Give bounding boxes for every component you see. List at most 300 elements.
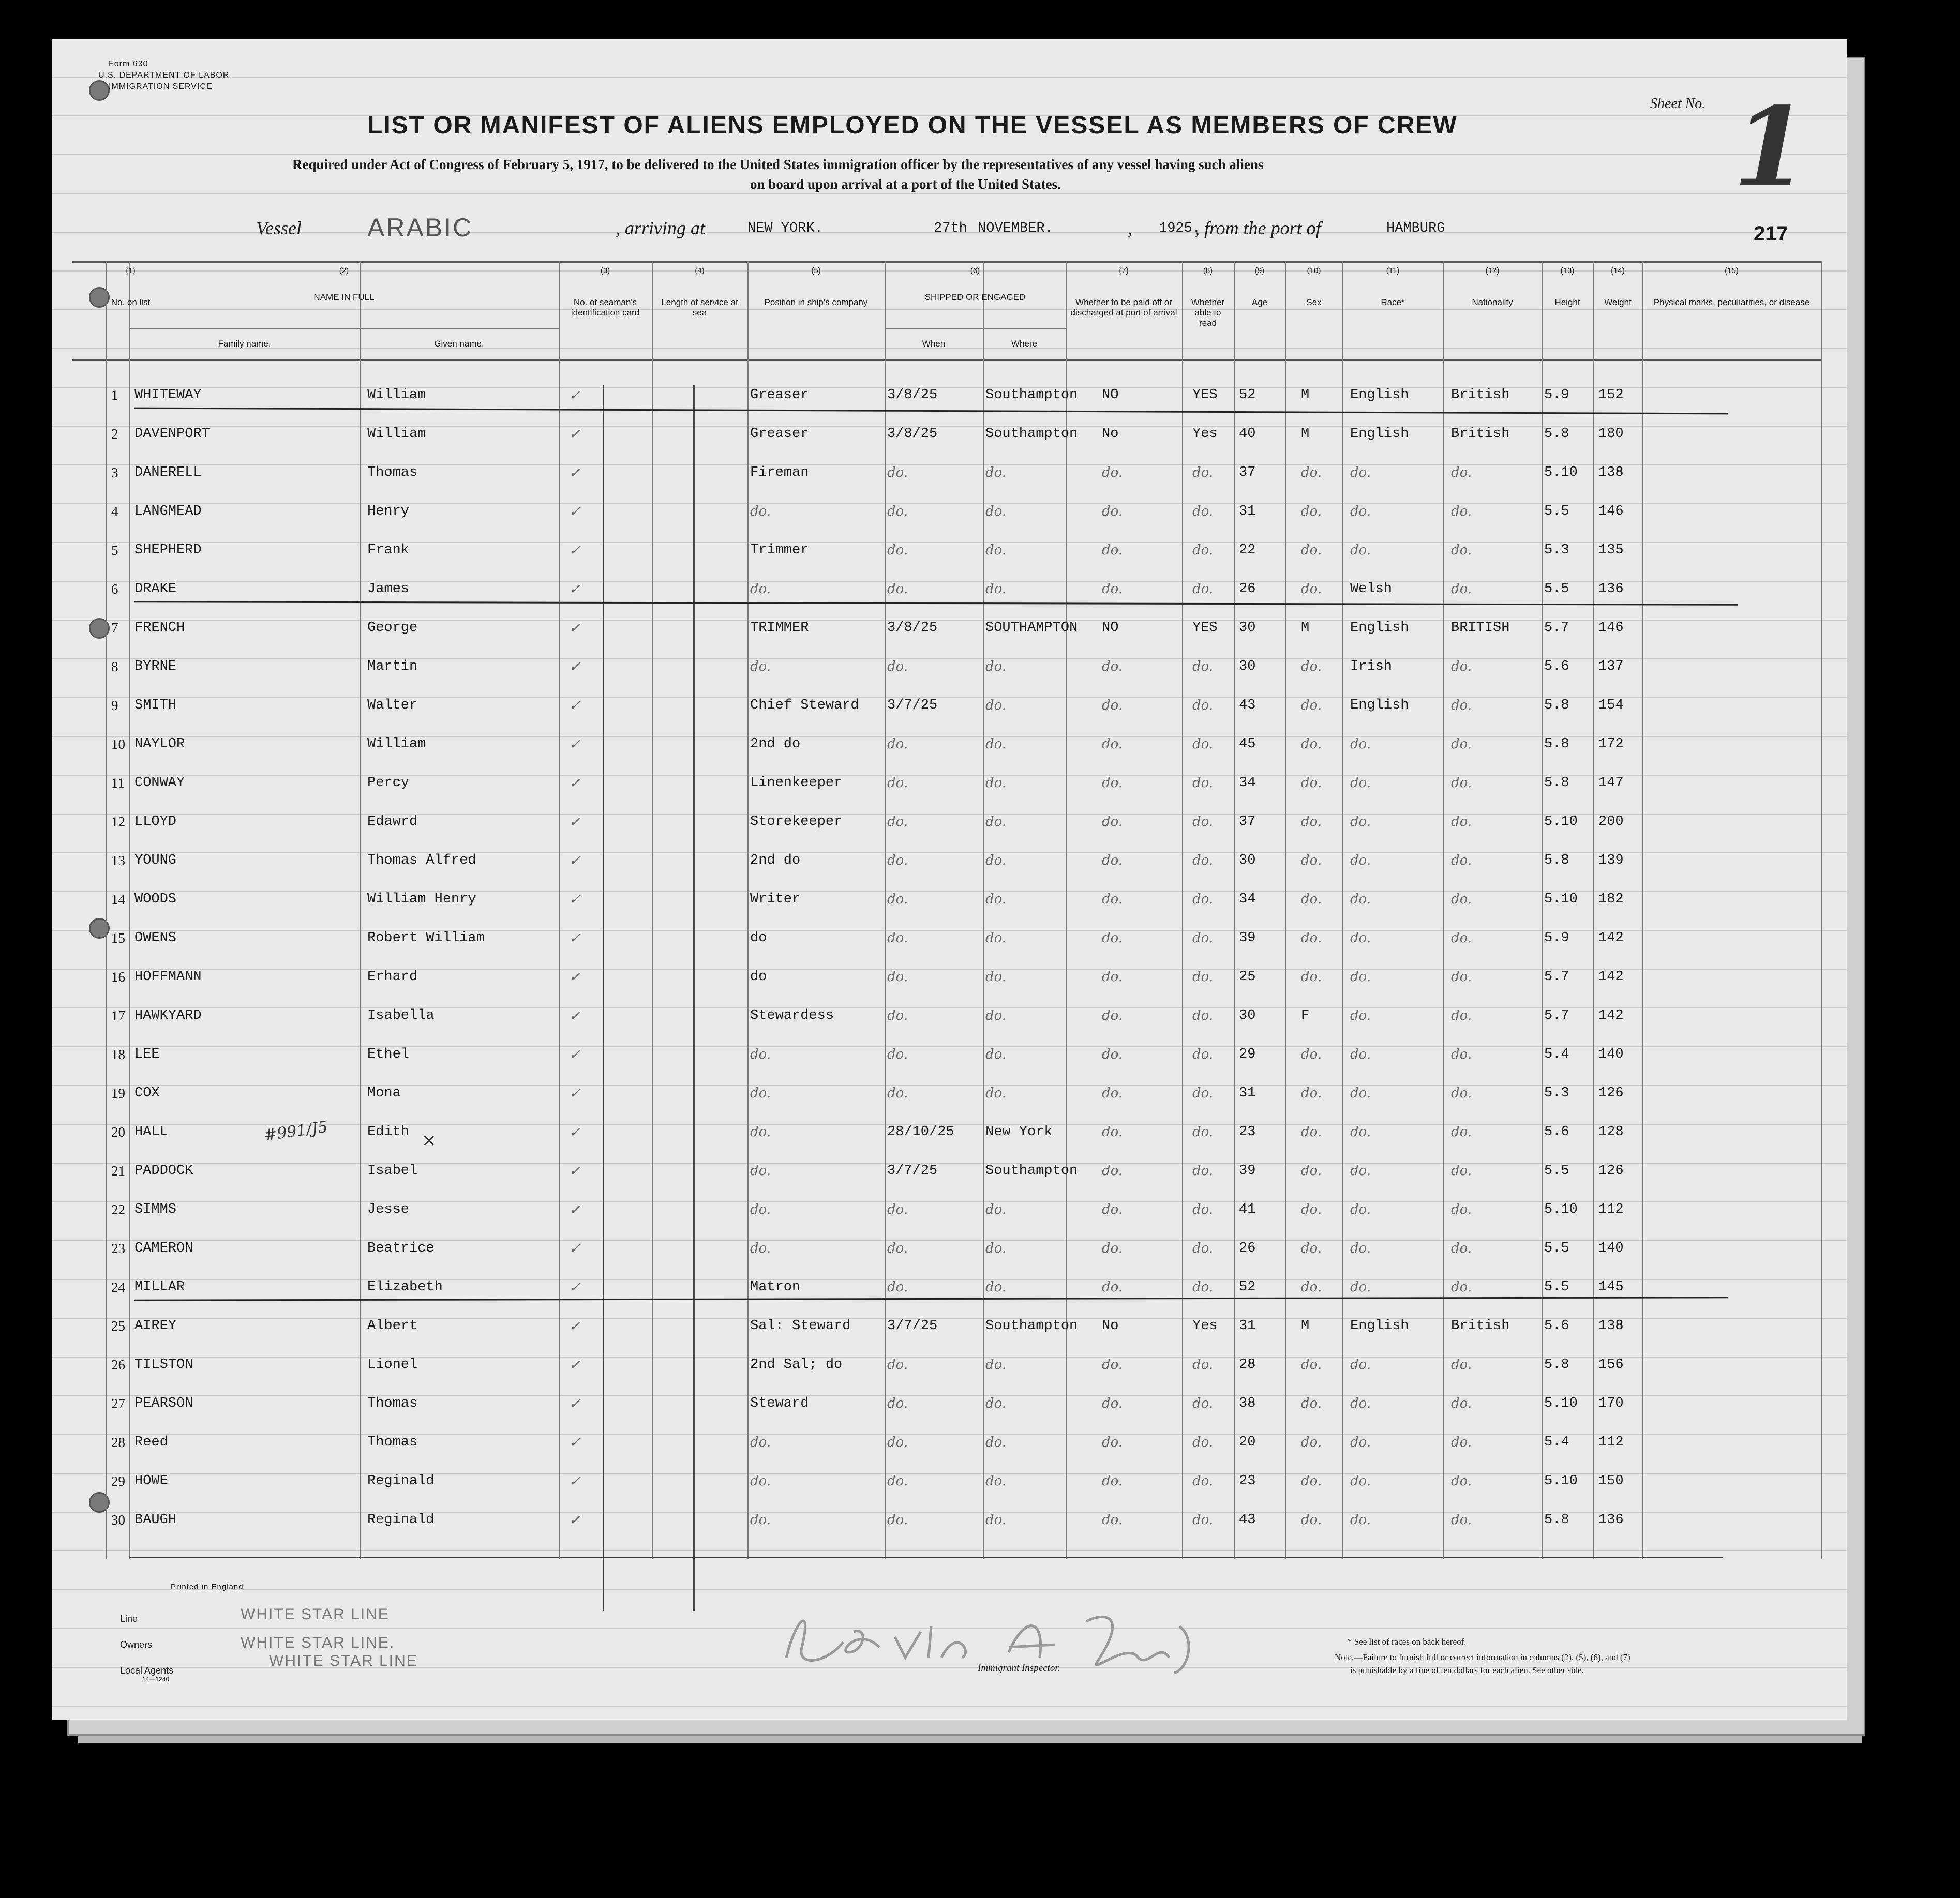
ditto-mark: do. <box>1192 736 1214 752</box>
cell-family: MILLAR <box>134 1279 185 1295</box>
cell-family: LANGMEAD <box>134 504 202 519</box>
owners-label: Owners <box>120 1639 153 1650</box>
cell-age: 34 <box>1239 892 1256 907</box>
cell-no: 26 <box>111 1357 125 1373</box>
cell-family: OWENS <box>134 930 177 946</box>
ditto-mark: do. <box>1301 775 1322 791</box>
ditto-mark: do. <box>1451 892 1472 907</box>
cell-position: Linenkeeper <box>750 775 843 791</box>
cell-when: 3/7/25 <box>887 1163 938 1179</box>
cell-given: Ethel <box>367 1047 410 1062</box>
fine-note-1: Note.—Failure to furnish full or correct information in columns (2), (5), (6), and (7) <box>1335 1652 1630 1662</box>
ditto-mark: do. <box>1451 930 1472 946</box>
cell-given: Elizabeth <box>367 1279 443 1295</box>
ditto-mark: do. <box>1301 1086 1322 1101</box>
ditto-mark: do. <box>1102 698 1123 713</box>
cell-when: 28/10/25 <box>887 1124 954 1140</box>
ditto-mark: do. <box>750 1202 771 1217</box>
ditto-mark: do. <box>1301 1163 1322 1179</box>
form-code: 14—1240 <box>142 1676 170 1683</box>
ditto-mark: do. <box>1350 465 1371 480</box>
ditto-mark: do. <box>887 1435 908 1450</box>
cell-no: 1 <box>111 387 118 403</box>
cell-family: LLOYD <box>134 814 177 830</box>
cell-age: 26 <box>1239 581 1256 597</box>
ditto-mark: do. <box>985 892 1007 907</box>
ditto-mark: do. <box>1192 1163 1214 1179</box>
printed-label: Printed in England <box>171 1583 244 1591</box>
cell-age: 22 <box>1239 543 1256 558</box>
ditto-mark: do. <box>1350 736 1371 752</box>
fine-note-2: is punishable by a fine of ten dollars for each alien. See other side. <box>1350 1665 1584 1675</box>
cell-family: BAUGH <box>134 1512 177 1528</box>
ditto-mark: do. <box>1350 1202 1371 1217</box>
cell-no: 3 <box>111 465 118 480</box>
manifest-page <box>52 39 1847 1720</box>
cell-no: 9 <box>111 698 118 713</box>
cell-nat: BRITISH <box>1451 620 1510 636</box>
table-row <box>52 1389 1847 1426</box>
ditto-mark: do. <box>887 1008 908 1023</box>
cell-no: 6 <box>111 581 118 597</box>
cell-height: 5.6 <box>1544 1124 1569 1140</box>
ditto-mark: do. <box>985 581 1007 597</box>
ditto-mark: do. <box>750 1473 771 1489</box>
sheet-number: 1 <box>1733 83 1809 211</box>
cell-age: 43 <box>1239 1512 1256 1528</box>
column-number: (5) <box>811 266 821 275</box>
table-row <box>52 535 1847 573</box>
cell-given: William Henry <box>367 892 476 907</box>
ditto-mark: do. <box>1102 1357 1123 1373</box>
ditto-mark: do. <box>887 853 908 868</box>
cell-position: Trimmer <box>750 543 809 558</box>
column-header: NAME IN FULL <box>313 292 375 302</box>
cell-age: 30 <box>1239 853 1256 868</box>
from-label: , from the port of <box>1195 218 1321 238</box>
cell-no: 10 <box>111 736 125 752</box>
cell-read: Yes <box>1192 1318 1218 1334</box>
table-row <box>52 1505 1847 1542</box>
table-row <box>52 768 1847 805</box>
ditto-mark: do. <box>1192 1473 1214 1489</box>
ditto-mark: do. <box>1192 1279 1214 1295</box>
cell-position: do <box>750 930 767 946</box>
cell-family: CAMERON <box>134 1241 193 1256</box>
ditto-mark: do. <box>1192 1512 1214 1528</box>
cell-weight: 182 <box>1598 892 1624 907</box>
column-number: (15) <box>1725 266 1739 275</box>
ditto-mark: do. <box>1192 659 1214 674</box>
table-row <box>52 1195 1847 1232</box>
cell-age: 26 <box>1239 1241 1256 1256</box>
cell-height: 5.3 <box>1544 1086 1569 1101</box>
ditto-mark: do. <box>1102 1047 1123 1062</box>
cell-weight: 126 <box>1598 1163 1624 1179</box>
column-number: (14) <box>1611 266 1625 275</box>
ditto-mark: do. <box>887 930 908 946</box>
cell-given: Henry <box>367 504 410 519</box>
ditto-mark: do. <box>1451 1086 1472 1101</box>
check-mark-icon: ✓ <box>569 1086 581 1102</box>
ditto-mark: do. <box>1192 814 1214 830</box>
ditto-mark: do. <box>985 504 1007 519</box>
ditto-mark: do. <box>1192 581 1214 597</box>
ditto-mark: do. <box>887 1473 908 1489</box>
ditto-mark: do. <box>887 1512 908 1528</box>
ditto-mark: do. <box>887 504 908 519</box>
binder-hole <box>89 80 110 101</box>
cell-nat: British <box>1451 426 1510 442</box>
cell-given: Beatrice <box>367 1241 435 1256</box>
ditto-mark: do. <box>1301 1435 1322 1450</box>
ditto-mark: do. <box>1301 1473 1322 1489</box>
ditto-mark: do. <box>1451 1124 1472 1140</box>
ditto-mark: do. <box>985 1202 1007 1217</box>
cell-age: 30 <box>1239 1008 1256 1023</box>
ditto-mark: do. <box>1301 504 1322 519</box>
cell-age: 52 <box>1239 387 1256 403</box>
cell-weight: 170 <box>1598 1396 1624 1411</box>
cell-family: DANERELL <box>134 465 202 480</box>
cell-family: CONWAY <box>134 775 185 791</box>
ditto-mark: do. <box>1102 543 1123 558</box>
ditto-mark: do. <box>1192 1086 1214 1101</box>
cell-given: Robert William <box>367 930 485 946</box>
ditto-mark: do. <box>1451 853 1472 868</box>
ditto-mark: do. <box>1350 1124 1371 1140</box>
cell-age: 25 <box>1239 969 1256 985</box>
cell-weight: 140 <box>1598 1047 1624 1062</box>
cell-no: 12 <box>111 814 125 830</box>
cell-given: Mona <box>367 1086 401 1101</box>
cell-when: 3/8/25 <box>887 387 938 403</box>
ditto-mark: do. <box>1301 1279 1322 1295</box>
check-mark-icon: ✓ <box>569 1512 581 1528</box>
ditto-mark: do. <box>1451 775 1472 791</box>
ditto-mark: do. <box>1102 1202 1123 1217</box>
ditto-mark: do. <box>1192 1202 1214 1217</box>
table-row <box>52 1078 1847 1116</box>
cell-no: 2 <box>111 426 118 442</box>
ditto-mark: do. <box>1192 1435 1214 1450</box>
year-prefix: , <box>1128 218 1132 238</box>
cell-weight: 126 <box>1598 1086 1624 1101</box>
cell-given: Thomas <box>367 1396 418 1411</box>
check-mark-icon: ✓ <box>569 659 581 675</box>
column-header: Age <box>1251 297 1268 307</box>
cell-age: 39 <box>1239 1163 1256 1179</box>
ditto-mark: do. <box>1301 969 1322 985</box>
cell-family: NAYLOR <box>134 736 185 752</box>
cell-no: 16 <box>111 969 125 985</box>
ditto-mark: do. <box>1451 1163 1472 1179</box>
check-mark-icon: ✓ <box>569 775 581 791</box>
ditto-mark: do. <box>985 736 1007 752</box>
cell-height: 5.8 <box>1544 698 1569 713</box>
ditto-mark: do. <box>887 1086 908 1101</box>
cell-position: Stewardess <box>750 1008 834 1023</box>
arrival-port: NEW YORK. <box>747 221 823 236</box>
cell-no: 25 <box>111 1318 125 1334</box>
cell-no: 17 <box>111 1008 125 1023</box>
ditto-mark: do. <box>1301 543 1322 558</box>
ditto-mark: do. <box>985 853 1007 868</box>
cell-paid: No <box>1102 426 1119 442</box>
cell-weight: 112 <box>1598 1435 1624 1450</box>
ditto-mark: do. <box>1451 969 1472 985</box>
ditto-mark: do. <box>750 659 771 674</box>
cell-height: 5.8 <box>1544 1357 1569 1373</box>
check-mark-icon: ✓ <box>569 1473 581 1489</box>
ditto-mark: do. <box>985 1008 1007 1023</box>
ditto-mark: do. <box>1102 1241 1123 1256</box>
ditto-mark: do. <box>887 543 908 558</box>
cell-height: 5.8 <box>1544 736 1569 752</box>
table-bottom-border <box>129 1557 1723 1558</box>
arrival-day: 27th <box>934 221 967 236</box>
cell-position: Steward <box>750 1396 809 1411</box>
cell-family: WHITEWAY <box>134 387 202 403</box>
vessel-name: ARABIC <box>367 213 473 242</box>
arrival-month: NOVEMBER. <box>978 221 1053 236</box>
ditto-mark: do. <box>1192 698 1214 713</box>
ditto-mark: do. <box>1301 736 1322 752</box>
cell-age: 23 <box>1239 1473 1256 1489</box>
ditto-mark: do. <box>1350 1086 1371 1101</box>
cell-family: SMITH <box>134 698 177 713</box>
cell-height: 5.10 <box>1544 814 1578 830</box>
check-mark-icon: ✓ <box>569 1357 581 1373</box>
cell-weight: 128 <box>1598 1124 1624 1140</box>
check-mark-icon: ✓ <box>569 387 581 403</box>
ditto-mark: do. <box>1451 1357 1472 1373</box>
ditto-mark: do. <box>1102 1086 1123 1101</box>
ditto-mark: do. <box>1301 659 1322 674</box>
ditto-mark: do. <box>1350 969 1371 985</box>
ditto-mark: do. <box>985 1512 1007 1528</box>
cell-family: BYRNE <box>134 659 177 674</box>
cell-age: 41 <box>1239 1202 1256 1217</box>
ditto-mark: do. <box>887 969 908 985</box>
table-row <box>52 846 1847 883</box>
ditto-mark: do. <box>1192 504 1214 519</box>
cell-age: 43 <box>1239 698 1256 713</box>
cell-given: Walter <box>367 698 418 713</box>
check-mark-icon: ✓ <box>569 465 581 481</box>
inspector-label: Immigrant Inspector. <box>978 1663 1060 1674</box>
cell-height: 5.8 <box>1544 853 1569 868</box>
cell-no: 27 <box>111 1396 125 1411</box>
ditto-mark: do. <box>1102 659 1123 674</box>
service: IMMIGRATION SERVICE <box>109 82 213 91</box>
cell-height: 5.5 <box>1544 581 1569 597</box>
stamp-number: 217 <box>1754 222 1788 245</box>
cell-family: PADDOCK <box>134 1163 193 1179</box>
check-mark-icon: ✓ <box>569 736 581 752</box>
ditto-mark: do. <box>985 1396 1007 1411</box>
cell-given: Isabella <box>367 1008 435 1023</box>
cell-no: 7 <box>111 620 118 636</box>
subcolumn-header: Where <box>1011 339 1038 349</box>
ditto-mark: do. <box>750 1086 771 1101</box>
check-mark-icon: ✓ <box>569 1008 581 1024</box>
ditto-mark: do. <box>985 659 1007 674</box>
ditto-mark: do. <box>1350 1396 1371 1411</box>
ditto-mark: do. <box>1451 814 1472 830</box>
check-mark-icon: ✓ <box>569 1047 581 1063</box>
cell-height: 5.5 <box>1544 1241 1569 1256</box>
column-number: (12) <box>1485 266 1500 275</box>
ditto-mark: do. <box>1102 1435 1123 1450</box>
column-number: (6) <box>970 266 980 275</box>
ditto-mark: do. <box>1192 853 1214 868</box>
cell-where: Southampton <box>985 387 1078 403</box>
ditto-mark: do. <box>1102 930 1123 946</box>
ditto-mark: do. <box>1301 698 1322 713</box>
cell-height: 5.6 <box>1544 1318 1569 1334</box>
ditto-mark: do. <box>1102 465 1123 480</box>
ditto-mark: do. <box>1102 775 1123 791</box>
table-row <box>52 884 1847 922</box>
subcolumn-header: Family name. <box>218 339 271 349</box>
ditto-mark: do. <box>1301 1124 1322 1140</box>
cell-paid: NO <box>1102 620 1119 636</box>
cell-age: 20 <box>1239 1435 1256 1450</box>
check-mark-icon: ✓ <box>569 620 581 636</box>
cell-age: 28 <box>1239 1357 1256 1373</box>
cell-age: 52 <box>1239 1279 1256 1295</box>
cell-when: 3/7/25 <box>887 1318 938 1334</box>
agents-label: Local Agents <box>120 1665 174 1676</box>
cell-position: TRIMMER <box>750 620 809 636</box>
cell-given: James <box>367 581 410 597</box>
table-row <box>52 1001 1847 1038</box>
cell-family: HOWE <box>134 1473 168 1489</box>
cell-sex: M <box>1301 387 1310 403</box>
cell-family: PEARSON <box>134 1396 193 1411</box>
ditto-mark: do. <box>750 581 771 597</box>
cell-position: Writer <box>750 892 801 907</box>
cell-height: 5.8 <box>1544 775 1569 791</box>
ditto-mark: do. <box>1192 892 1214 907</box>
ditto-mark: do. <box>1350 814 1371 830</box>
cell-weight: 139 <box>1598 853 1624 868</box>
cell-race: Welsh <box>1350 581 1393 597</box>
cell-weight: 137 <box>1598 659 1624 674</box>
column-header: Physical marks, peculiarities, or disease <box>1653 297 1810 307</box>
cell-sex: M <box>1301 620 1310 636</box>
ditto-mark: do. <box>887 814 908 830</box>
check-mark-icon: ✓ <box>569 1435 581 1451</box>
cell-weight: 154 <box>1598 698 1624 713</box>
ditto-mark: do. <box>985 930 1007 946</box>
cell-family: FRENCH <box>134 620 185 636</box>
cell-no: 15 <box>111 930 125 946</box>
ditto-mark: do. <box>1301 892 1322 907</box>
ditto-mark: do. <box>887 465 908 480</box>
cell-family: DAVENPORT <box>134 426 210 442</box>
check-mark-icon: ✓ <box>569 1241 581 1257</box>
cell-where: Southampton <box>985 1318 1078 1334</box>
cell-position: Sal: Steward <box>750 1318 851 1334</box>
table-row <box>52 1040 1847 1077</box>
column-header: Weight <box>1604 297 1632 307</box>
ditto-mark: do. <box>1301 581 1322 597</box>
check-mark-icon: ✓ <box>569 1396 581 1412</box>
ditto-mark: do. <box>985 1241 1007 1256</box>
ditto-mark: do. <box>985 698 1007 713</box>
cell-position: Fireman <box>750 465 809 480</box>
cell-read: YES <box>1192 387 1218 403</box>
column-header: No. on list <box>111 297 151 307</box>
ditto-mark: do. <box>1350 775 1371 791</box>
table-row <box>52 458 1847 495</box>
column-header: SHIPPED OR ENGAGED <box>924 292 1026 302</box>
cell-given: George <box>367 620 418 636</box>
cell-given: Frank <box>367 543 410 558</box>
cell-height: 5.9 <box>1544 930 1569 946</box>
cell-weight: 140 <box>1598 1241 1624 1256</box>
cell-given: Thomas <box>367 1435 418 1450</box>
ditto-mark: do. <box>1192 1241 1214 1256</box>
table-row <box>52 807 1847 844</box>
cell-age: 23 <box>1239 1124 1256 1140</box>
ditto-mark: do. <box>1350 1435 1371 1450</box>
ditto-mark: do. <box>887 581 908 597</box>
ditto-mark: do. <box>1451 1047 1472 1062</box>
table-row <box>52 1272 1847 1309</box>
cell-given: Jesse <box>367 1202 410 1217</box>
table-row <box>52 419 1847 456</box>
ditto-mark: do. <box>985 1357 1007 1373</box>
page-title: LIST OR MANIFEST OF ALIENS EMPLOYED ON THE VESSEL AS MEMBERS OF CREW <box>367 112 1458 139</box>
ditto-mark: do. <box>1102 504 1123 519</box>
cell-height: 5.7 <box>1544 969 1569 985</box>
ditto-mark: do. <box>985 1435 1007 1450</box>
cell-weight: 136 <box>1598 581 1624 597</box>
cell-no: 21 <box>111 1163 125 1179</box>
line-label: Line <box>120 1614 138 1624</box>
table-row <box>52 962 1847 999</box>
cell-position: Storekeeper <box>750 814 843 830</box>
table-row <box>52 1233 1847 1271</box>
check-mark-icon: ✓ <box>569 1163 581 1179</box>
ditto-mark: do. <box>1301 1512 1322 1528</box>
ditto-mark: do. <box>1102 892 1123 907</box>
table-row <box>52 1311 1847 1348</box>
subtitle-line2: on board upon arrival at a port of the United States. <box>750 176 1061 192</box>
cell-given: Reginald <box>367 1473 435 1489</box>
check-mark-icon: ✓ <box>569 426 581 442</box>
column-number: (8) <box>1203 266 1213 275</box>
ditto-mark: do. <box>1102 853 1123 868</box>
cell-when: 3/8/25 <box>887 426 938 442</box>
ditto-mark: do. <box>1102 1163 1123 1179</box>
cell-paid: No <box>1102 1318 1119 1334</box>
cell-family: HOFFMANN <box>134 969 202 985</box>
ditto-mark: do. <box>750 1047 771 1062</box>
table-row <box>52 923 1847 960</box>
cell-age: 30 <box>1239 659 1256 674</box>
handwritten-note: #991/J5 <box>263 1118 329 1145</box>
cell-family: COX <box>134 1086 160 1101</box>
cell-age: 38 <box>1239 1396 1256 1411</box>
cell-height: 5.6 <box>1544 659 1569 674</box>
cell-race: Irish <box>1350 659 1393 674</box>
ditto-mark: do. <box>1192 1357 1214 1373</box>
ditto-mark: do. <box>1301 1357 1322 1373</box>
